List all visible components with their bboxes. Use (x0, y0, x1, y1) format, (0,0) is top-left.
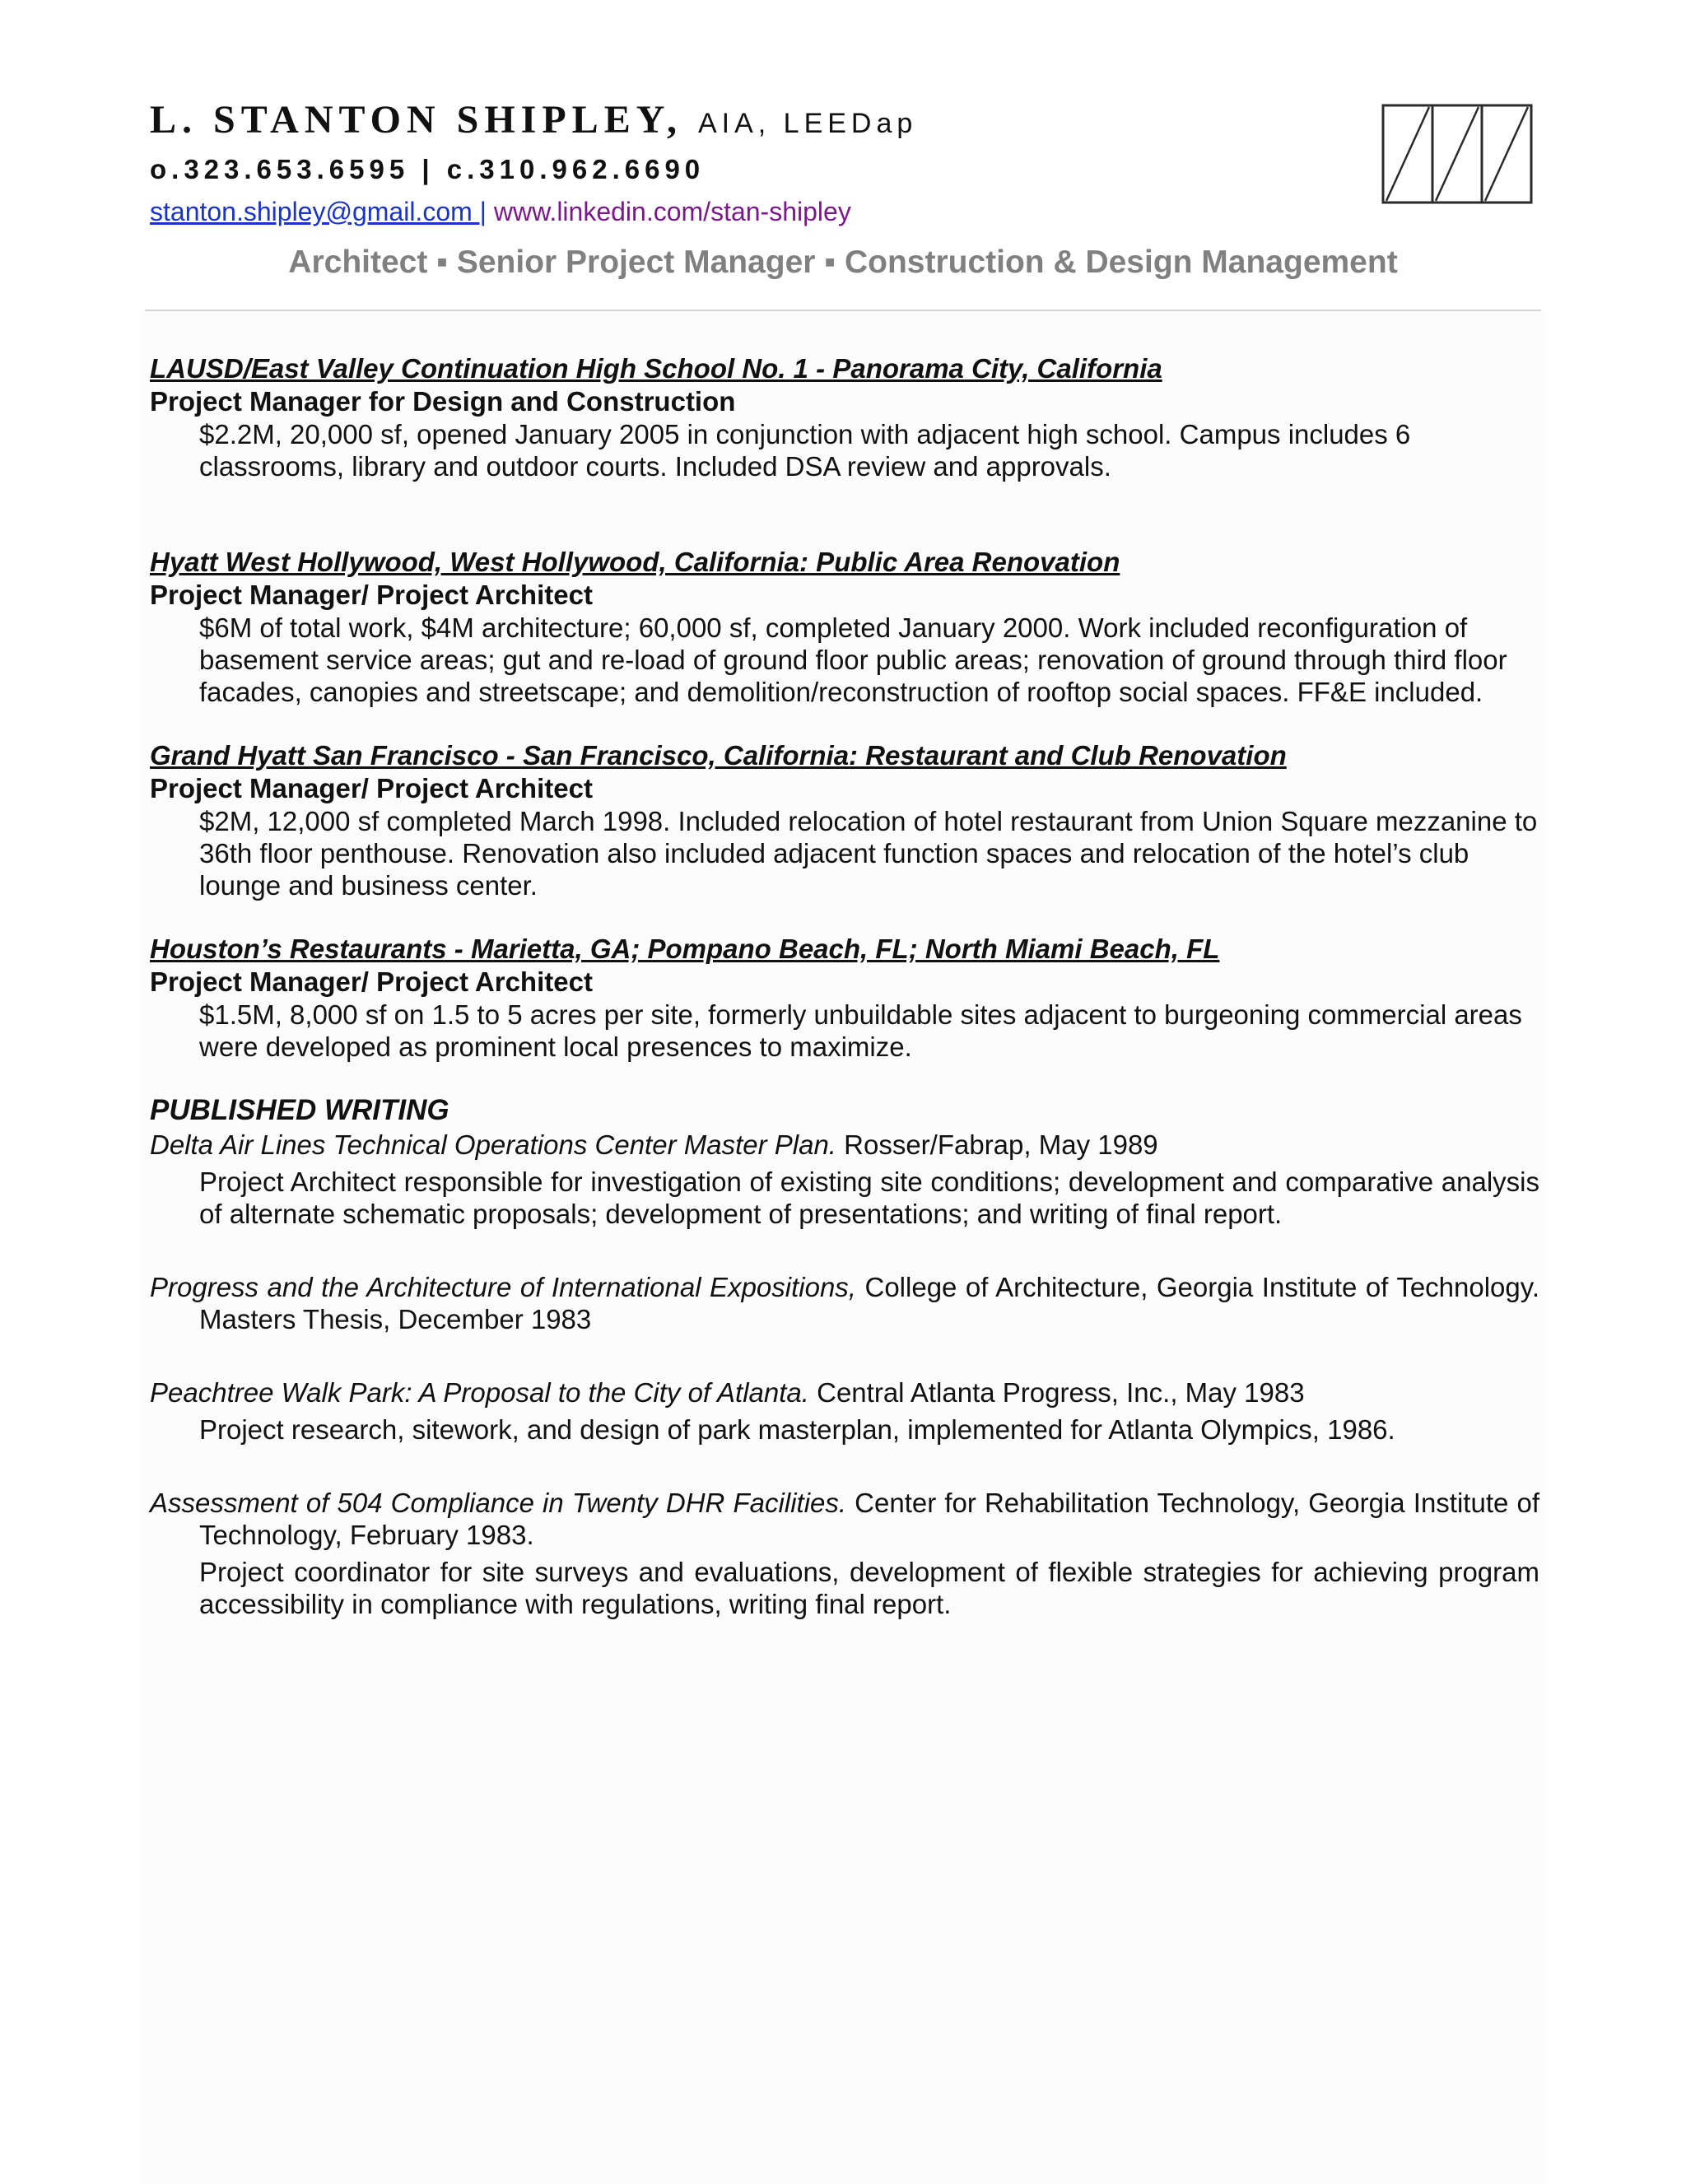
project-description: $6M of total work, $4M architecture; 60,000 sf, completed January 2000. Work included reconfiguration of basement service areas; gut and re-load of ground floor public areas; renovation of ground through third floor facades, canopies and streetscape; and demolition/reconstruction of rooftop social spaces. FF&E included. (199, 612, 1507, 707)
name-heading (150, 97, 1549, 142)
publication-title: Delta Air Lines Technical Operations Center Master Plan. (150, 1129, 836, 1160)
publication-title: Assessment of 504 Compliance in Twenty DHR Facilities. (150, 1488, 847, 1518)
contact-links (150, 197, 1549, 227)
full-name: L. STANTON SHIPLEY, (150, 98, 682, 142)
project-description: $2M, 12,000 sf completed March 1998. Included relocation of hotel restaurant from Union Square mezzanine to 36th floor penthouse. Renovation also included adjacent function spaces and relocation of the hotel’s club lounge and business center. (199, 806, 1538, 901)
project-role: Project Manager for Design and Construction (150, 386, 736, 417)
publication-entry (150, 1376, 1539, 1446)
publication-entry (150, 1487, 1539, 1620)
project-title: LAUSD/East Valley Continuation High School No. 1 - Panorama City, California (150, 353, 1162, 384)
project-description: $2.2M, 20,000 sf, opened January 2005 in conjunction with adjacent high school. Campus includes 6 classrooms, library and outdoor courts. Included DSA review and approvals. (199, 419, 1411, 482)
linkedin-link[interactable]: www.linkedin.com/stan-shipley (493, 197, 851, 226)
publication-source: Center for Rehabilitation Technology, Georgia Institute of Technology, February 1983. (199, 1488, 1539, 1550)
header-divider (145, 310, 1541, 311)
publication-entry (150, 1129, 1539, 1230)
credentials: AIA, LEEDap (697, 108, 918, 139)
email-link[interactable]: stanton.shipley@gmail.com | (150, 197, 487, 226)
published-writing-heading: PUBLISHED WRITING (150, 1094, 449, 1126)
project-entry (150, 546, 1539, 708)
publication-source: Rosser/Fabrap, May 1989 (836, 1129, 1158, 1160)
project-entry (150, 352, 1539, 482)
project-title: Houston’s Restaurants - Marietta, GA; Pompano Beach, FL; North Miami Beach, FL (150, 934, 1220, 964)
publication-title: Peachtree Walk Park: A Proposal to the City of Atlanta. (150, 1377, 809, 1408)
professional-tagline: Architect ▪ Senior Project Manager ▪ Construction & Design Management (288, 244, 1398, 280)
project-description: $1.5M, 8,000 sf on 1.5 to 5 acres per site, formerly unbuildable sites adjacent to burgeoning commercial areas were developed as prominent local presences to maximize. (199, 999, 1522, 1062)
project-role: Project Manager/ Project Architect (150, 580, 593, 610)
project-entry (150, 933, 1539, 1063)
resume-header (150, 97, 1549, 227)
publication-detail: Project research, sitework, and design of park masterplan, implemented for Atlanta Olympics, 1986. (199, 1414, 1395, 1445)
resume-body (150, 352, 1539, 1620)
publication-title: Progress and the Architecture of International Expositions, (150, 1272, 856, 1302)
publication-source: College of Architecture, Georgia Institute of Technology. Masters Thesis, December 1983 (199, 1272, 1539, 1334)
publication-source: Central Atlanta Progress, Inc., May 1983 (808, 1377, 1305, 1408)
publication-citation (150, 1271, 1539, 1335)
monogram-logo-icon (1381, 102, 1535, 209)
project-role: Project Manager/ Project Architect (150, 966, 593, 997)
publication-detail: Project coordinator for site surveys and evaluations, development of flexible strategies for achieving program accessibility in compliance with regulations, writing final report. (199, 1557, 1539, 1619)
phone-numbers: o.323.653.6595 | c.310.962.6690 (150, 154, 706, 184)
project-title: Hyatt West Hollywood, West Hollywood, California: Public Area Renovation (150, 547, 1120, 577)
publication-citation (150, 1129, 1539, 1161)
project-title: Grand Hyatt San Francisco - San Francisco, California: Restaurant and Club Renovation (150, 740, 1287, 771)
publication-detail: Project Architect responsible for investigation of existing site conditions; development and comparative analysis of alternate schematic proposals; development of presentations; and writing of final report. (199, 1167, 1539, 1229)
publication-citation (150, 1487, 1539, 1551)
project-entry (150, 739, 1539, 901)
publication-entry (150, 1271, 1539, 1335)
publication-citation (150, 1376, 1539, 1409)
project-role: Project Manager/ Project Architect (150, 773, 593, 803)
